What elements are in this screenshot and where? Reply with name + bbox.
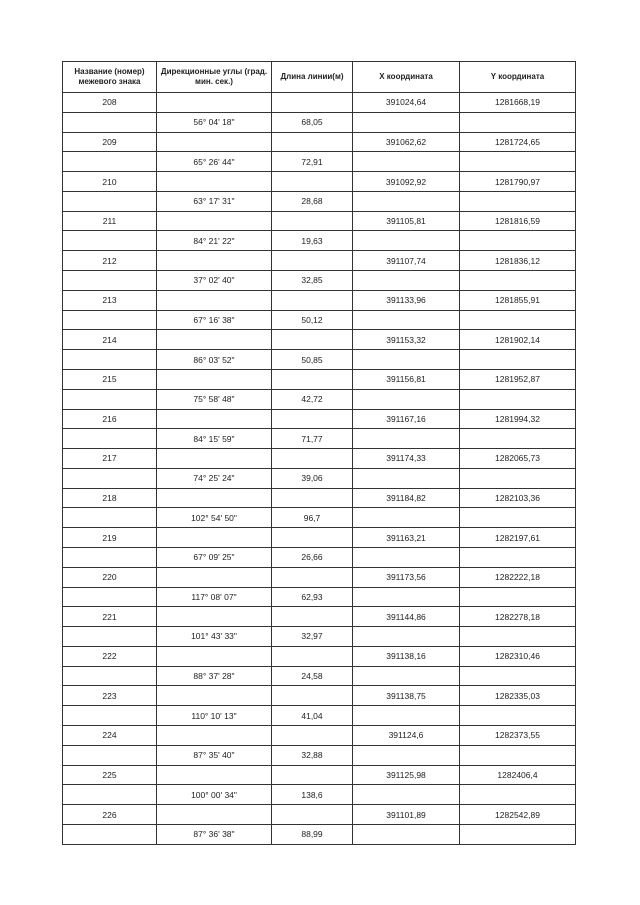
x-coordinate-cell	[353, 666, 460, 686]
table-row	[63, 369, 576, 389]
table-row	[63, 211, 576, 231]
mark-name-cell: 222	[63, 646, 157, 666]
direction-angle-cell: 117° 08' 07"	[157, 587, 272, 607]
direction-angle-cell	[157, 607, 272, 627]
mark-name-cell: 213	[63, 290, 157, 310]
mark-name-cell: 223	[63, 686, 157, 706]
mark-name-cell: 220	[63, 567, 157, 587]
direction-angle-cell: 56° 04' 18"	[157, 112, 272, 132]
line-length-cell	[272, 211, 353, 231]
y-coordinate-cell	[460, 389, 576, 409]
mark-name-cell	[63, 547, 157, 567]
direction-angle-cell: 75° 58' 48"	[157, 389, 272, 409]
mark-name-cell	[63, 389, 157, 409]
mark-name-cell: 217	[63, 449, 157, 469]
header-direction-angle: Дирекционные углы (град. мин. сек.)	[157, 62, 272, 93]
y-coordinate-cell: 1281836,12	[460, 251, 576, 271]
y-coordinate-cell	[460, 310, 576, 330]
line-length-cell: 62,93	[272, 587, 353, 607]
direction-angle-cell	[157, 409, 272, 429]
y-coordinate-cell: 1281790,97	[460, 172, 576, 192]
x-coordinate-cell	[353, 310, 460, 330]
direction-angle-cell: 87° 36' 38"	[157, 824, 272, 844]
direction-angle-cell: 84° 21' 22"	[157, 231, 272, 251]
mark-name-cell: 225	[63, 765, 157, 785]
line-length-cell: 39,06	[272, 468, 353, 488]
x-coordinate-cell	[353, 429, 460, 449]
direction-angle-cell: 67° 16' 38"	[157, 310, 272, 330]
mark-name-cell	[63, 824, 157, 844]
y-coordinate-cell	[460, 429, 576, 449]
y-coordinate-cell	[460, 547, 576, 567]
direction-angle-cell: 86° 03' 52"	[157, 350, 272, 370]
line-length-cell: 26,66	[272, 547, 353, 567]
table-row	[63, 824, 576, 844]
x-coordinate-cell	[353, 745, 460, 765]
line-length-cell	[272, 607, 353, 627]
line-length-cell: 42,72	[272, 389, 353, 409]
line-length-cell	[272, 805, 353, 825]
line-length-cell	[272, 290, 353, 310]
direction-angle-cell: 37° 02' 40"	[157, 271, 272, 291]
direction-angle-cell: 87° 35' 40"	[157, 745, 272, 765]
table-row	[63, 706, 576, 726]
direction-angle-cell	[157, 686, 272, 706]
line-length-cell: 32,88	[272, 745, 353, 765]
y-coordinate-cell: 1282222,18	[460, 567, 576, 587]
x-coordinate-cell: 391144,86	[353, 607, 460, 627]
mark-name-cell: 216	[63, 409, 157, 429]
x-coordinate-cell: 391133,96	[353, 290, 460, 310]
table-row	[63, 93, 576, 113]
table-row	[63, 389, 576, 409]
table-row	[63, 567, 576, 587]
table-row	[63, 350, 576, 370]
y-coordinate-cell: 1282406,4	[460, 765, 576, 785]
direction-angle-cell: 65° 26' 44"	[157, 152, 272, 172]
table-row	[63, 666, 576, 686]
x-coordinate-cell: 391184,82	[353, 488, 460, 508]
x-coordinate-cell: 391125,98	[353, 765, 460, 785]
mark-name-cell	[63, 468, 157, 488]
y-coordinate-cell: 1282065,73	[460, 449, 576, 469]
direction-angle-cell	[157, 449, 272, 469]
x-coordinate-cell: 391062,62	[353, 132, 460, 152]
line-length-cell	[272, 172, 353, 192]
coordinates-table	[62, 61, 576, 845]
table-row	[63, 152, 576, 172]
mark-name-cell: 215	[63, 369, 157, 389]
y-coordinate-cell	[460, 824, 576, 844]
table-row	[63, 112, 576, 132]
mark-name-cell	[63, 706, 157, 726]
y-coordinate-cell	[460, 706, 576, 726]
mark-name-cell	[63, 152, 157, 172]
table-row	[63, 251, 576, 271]
direction-angle-cell: 67° 09' 25"	[157, 547, 272, 567]
y-coordinate-cell: 1281816,59	[460, 211, 576, 231]
y-coordinate-cell: 1281855,91	[460, 290, 576, 310]
mark-name-cell: 218	[63, 488, 157, 508]
line-length-cell: 32,97	[272, 627, 353, 647]
header-line-length: Длина линии(м)	[272, 62, 353, 93]
y-coordinate-cell: 1282278,18	[460, 607, 576, 627]
line-length-cell	[272, 567, 353, 587]
table-row	[63, 528, 576, 548]
mark-name-cell	[63, 745, 157, 765]
line-length-cell: 32,85	[272, 271, 353, 291]
table-row	[63, 805, 576, 825]
x-coordinate-cell: 391138,16	[353, 646, 460, 666]
mark-name-cell: 224	[63, 726, 157, 746]
y-coordinate-cell	[460, 666, 576, 686]
direction-angle-cell	[157, 132, 272, 152]
table-row	[63, 429, 576, 449]
y-coordinate-cell: 1282103,36	[460, 488, 576, 508]
y-coordinate-cell	[460, 271, 576, 291]
y-coordinate-cell: 1282542,89	[460, 805, 576, 825]
direction-angle-cell	[157, 488, 272, 508]
y-coordinate-cell	[460, 112, 576, 132]
header-x-coordinate: Х координата	[353, 62, 460, 93]
x-coordinate-cell	[353, 231, 460, 251]
y-coordinate-cell: 1281668,19	[460, 93, 576, 113]
x-coordinate-cell	[353, 547, 460, 567]
x-coordinate-cell: 391101,89	[353, 805, 460, 825]
x-coordinate-cell	[353, 587, 460, 607]
x-coordinate-cell: 391173,56	[353, 567, 460, 587]
direction-angle-cell	[157, 172, 272, 192]
line-length-cell: 72,91	[272, 152, 353, 172]
mark-name-cell	[63, 587, 157, 607]
line-length-cell	[272, 686, 353, 706]
x-coordinate-cell	[353, 627, 460, 647]
x-coordinate-cell	[353, 706, 460, 726]
line-length-cell: 41,04	[272, 706, 353, 726]
table-row	[63, 488, 576, 508]
y-coordinate-cell: 1281952,87	[460, 369, 576, 389]
direction-angle-cell	[157, 567, 272, 587]
y-coordinate-cell	[460, 785, 576, 805]
table-row	[63, 449, 576, 469]
x-coordinate-cell	[353, 112, 460, 132]
y-coordinate-cell: 1282197,61	[460, 528, 576, 548]
x-coordinate-cell: 391167,16	[353, 409, 460, 429]
mark-name-cell	[63, 785, 157, 805]
table-row	[63, 547, 576, 567]
x-coordinate-cell	[353, 389, 460, 409]
y-coordinate-cell	[460, 745, 576, 765]
line-length-cell	[272, 449, 353, 469]
mark-name-cell	[63, 231, 157, 251]
direction-angle-cell	[157, 93, 272, 113]
y-coordinate-cell: 1281902,14	[460, 330, 576, 350]
x-coordinate-cell: 391156,81	[353, 369, 460, 389]
y-coordinate-cell	[460, 508, 576, 528]
table-row	[63, 330, 576, 350]
mark-name-cell: 221	[63, 607, 157, 627]
line-length-cell	[272, 726, 353, 746]
table-row	[63, 745, 576, 765]
y-coordinate-cell: 1282373,55	[460, 726, 576, 746]
mark-name-cell	[63, 191, 157, 211]
direction-angle-cell	[157, 211, 272, 231]
line-length-cell	[272, 369, 353, 389]
mark-name-cell	[63, 627, 157, 647]
line-length-cell: 96,7	[272, 508, 353, 528]
line-length-cell	[272, 132, 353, 152]
direction-angle-cell: 110° 10' 13"	[157, 706, 272, 726]
x-coordinate-cell: 391092,92	[353, 172, 460, 192]
x-coordinate-cell	[353, 824, 460, 844]
x-coordinate-cell: 391024,64	[353, 93, 460, 113]
table-row	[63, 726, 576, 746]
mark-name-cell: 214	[63, 330, 157, 350]
table-row	[63, 132, 576, 152]
x-coordinate-cell	[353, 191, 460, 211]
y-coordinate-cell	[460, 191, 576, 211]
mark-name-cell: 209	[63, 132, 157, 152]
line-length-cell: 88,99	[272, 824, 353, 844]
mark-name-cell	[63, 350, 157, 370]
direction-angle-cell	[157, 726, 272, 746]
table-row	[63, 310, 576, 330]
line-length-cell	[272, 251, 353, 271]
x-coordinate-cell: 391174,33	[353, 449, 460, 469]
table-row	[63, 627, 576, 647]
direction-angle-cell	[157, 528, 272, 548]
line-length-cell	[272, 330, 353, 350]
direction-angle-cell	[157, 251, 272, 271]
x-coordinate-cell: 391124,6	[353, 726, 460, 746]
line-length-cell: 50,85	[272, 350, 353, 370]
line-length-cell: 68,05	[272, 112, 353, 132]
table-row	[63, 172, 576, 192]
x-coordinate-cell: 391107,74	[353, 251, 460, 271]
y-coordinate-cell: 1281994,32	[460, 409, 576, 429]
table-row	[63, 765, 576, 785]
mark-name-cell	[63, 310, 157, 330]
x-coordinate-cell	[353, 350, 460, 370]
table-row	[63, 191, 576, 211]
line-length-cell: 28,68	[272, 191, 353, 211]
table-row	[63, 271, 576, 291]
mark-name-cell: 208	[63, 93, 157, 113]
table-header-row	[63, 62, 576, 93]
table-row	[63, 508, 576, 528]
line-length-cell: 138,6	[272, 785, 353, 805]
direction-angle-cell: 88° 37' 28"	[157, 666, 272, 686]
table-row	[63, 468, 576, 488]
y-coordinate-cell	[460, 231, 576, 251]
line-length-cell: 71,77	[272, 429, 353, 449]
direction-angle-cell: 100° 00' 34"	[157, 785, 272, 805]
x-coordinate-cell: 391163,21	[353, 528, 460, 548]
direction-angle-cell	[157, 646, 272, 666]
mark-name-cell	[63, 508, 157, 528]
document-page	[62, 61, 575, 845]
mark-name-cell	[63, 112, 157, 132]
mark-name-cell: 226	[63, 805, 157, 825]
table-row	[63, 231, 576, 251]
line-length-cell	[272, 646, 353, 666]
x-coordinate-cell	[353, 468, 460, 488]
direction-angle-cell: 102° 54' 50"	[157, 508, 272, 528]
line-length-cell: 19,63	[272, 231, 353, 251]
line-length-cell	[272, 765, 353, 785]
mark-name-cell: 210	[63, 172, 157, 192]
table-row	[63, 785, 576, 805]
y-coordinate-cell	[460, 152, 576, 172]
y-coordinate-cell	[460, 468, 576, 488]
direction-angle-cell	[157, 805, 272, 825]
direction-angle-cell	[157, 290, 272, 310]
direction-angle-cell: 63° 17' 31"	[157, 191, 272, 211]
mark-name-cell: 211	[63, 211, 157, 231]
x-coordinate-cell	[353, 508, 460, 528]
x-coordinate-cell: 391138,75	[353, 686, 460, 706]
y-coordinate-cell	[460, 587, 576, 607]
y-coordinate-cell	[460, 350, 576, 370]
mark-name-cell: 219	[63, 528, 157, 548]
x-coordinate-cell: 391153,32	[353, 330, 460, 350]
mark-name-cell	[63, 271, 157, 291]
table-row	[63, 646, 576, 666]
line-length-cell	[272, 93, 353, 113]
direction-angle-cell	[157, 765, 272, 785]
direction-angle-cell: 101° 43' 33"	[157, 627, 272, 647]
line-length-cell	[272, 528, 353, 548]
y-coordinate-cell: 1282335,03	[460, 686, 576, 706]
x-coordinate-cell	[353, 785, 460, 805]
direction-angle-cell	[157, 330, 272, 350]
line-length-cell	[272, 488, 353, 508]
direction-angle-cell	[157, 369, 272, 389]
x-coordinate-cell	[353, 152, 460, 172]
table-row	[63, 607, 576, 627]
table-body	[63, 93, 576, 845]
line-length-cell: 50,12	[272, 310, 353, 330]
y-coordinate-cell: 1282310,46	[460, 646, 576, 666]
x-coordinate-cell: 391105,81	[353, 211, 460, 231]
mark-name-cell	[63, 666, 157, 686]
table-row	[63, 290, 576, 310]
table-row	[63, 409, 576, 429]
x-coordinate-cell	[353, 271, 460, 291]
direction-angle-cell: 74° 25' 24"	[157, 468, 272, 488]
y-coordinate-cell	[460, 627, 576, 647]
table-row	[63, 587, 576, 607]
header-boundary-mark-name: Название (номер) межевого знака	[63, 62, 157, 93]
mark-name-cell	[63, 429, 157, 449]
mark-name-cell: 212	[63, 251, 157, 271]
direction-angle-cell: 84° 15' 59"	[157, 429, 272, 449]
line-length-cell	[272, 409, 353, 429]
line-length-cell: 24,58	[272, 666, 353, 686]
header-y-coordinate: Y координата	[460, 62, 576, 93]
table-row	[63, 686, 576, 706]
y-coordinate-cell: 1281724,65	[460, 132, 576, 152]
